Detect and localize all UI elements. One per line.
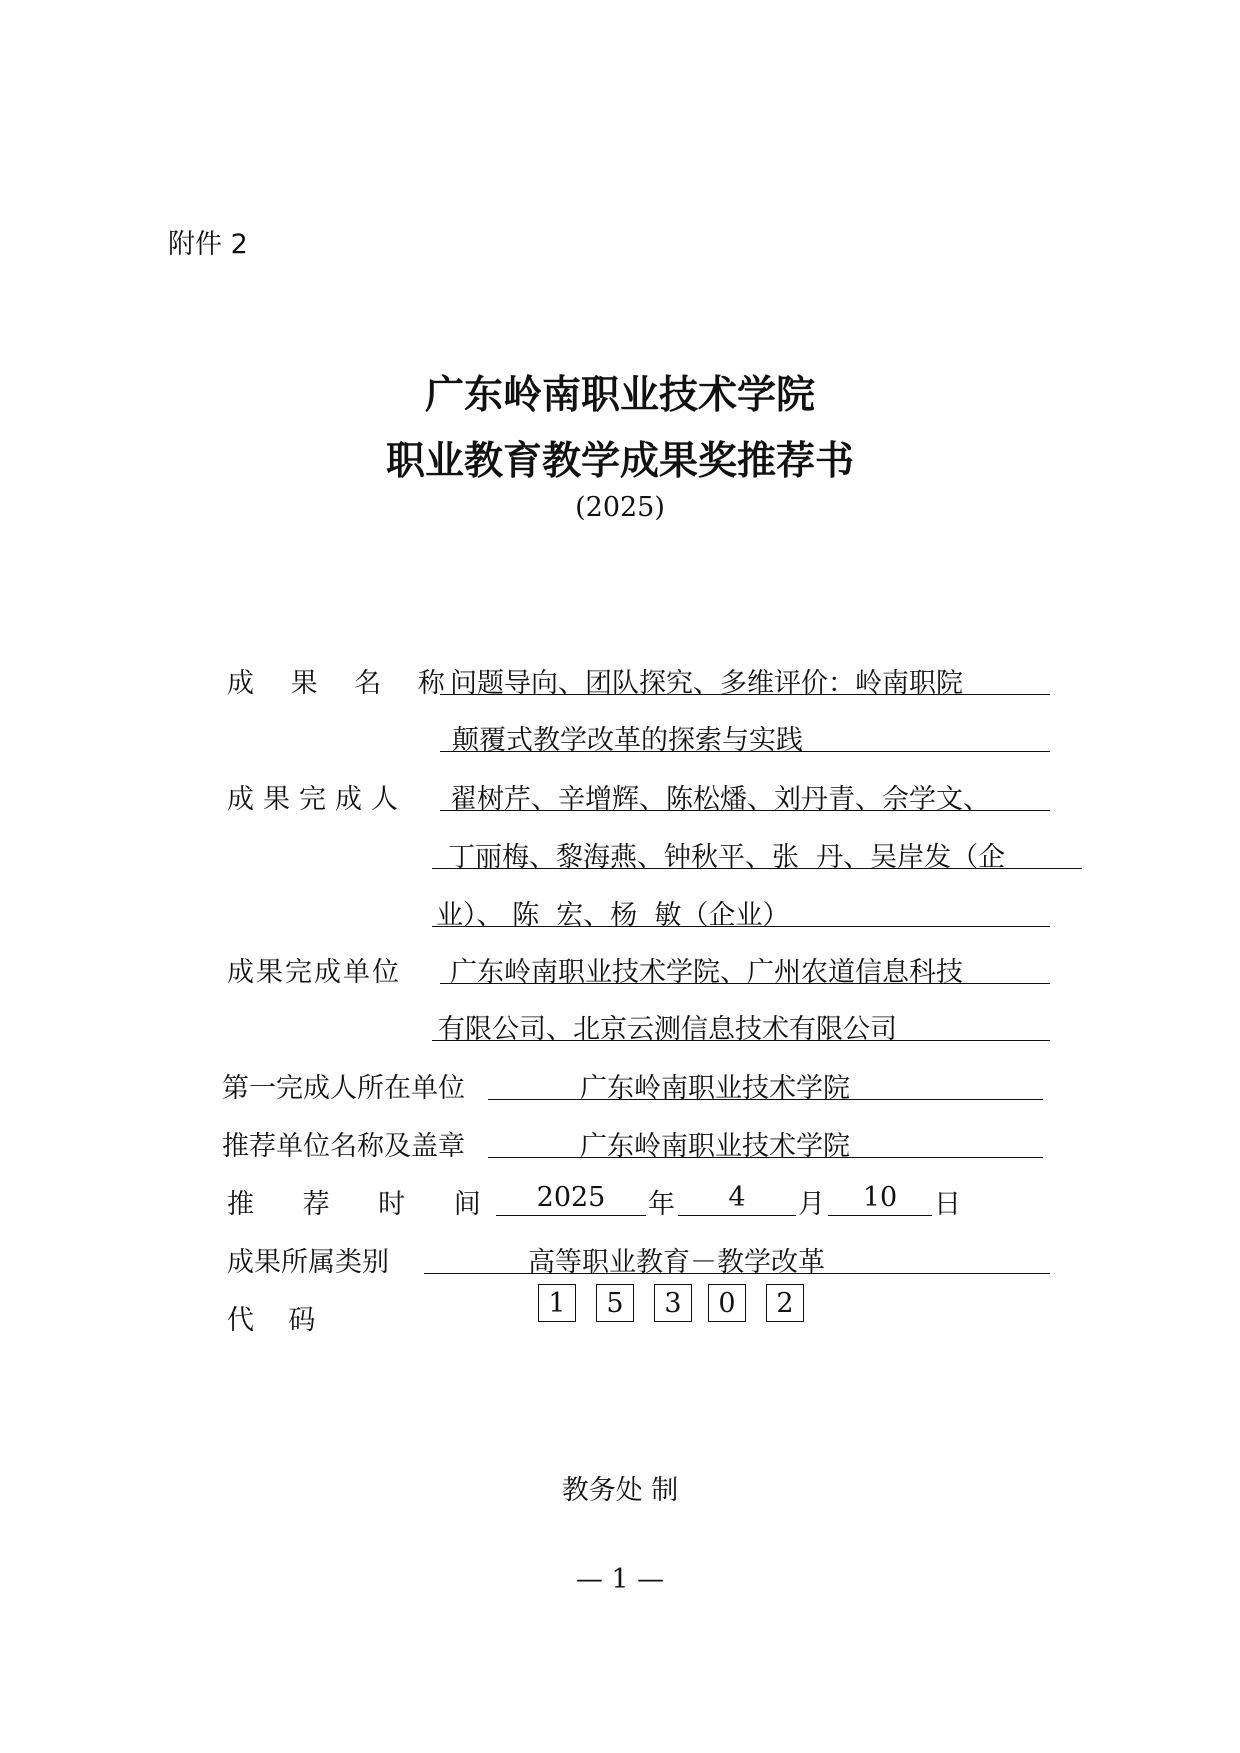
year-label: (2025) bbox=[575, 492, 665, 523]
completers-underline-3 bbox=[432, 926, 1050, 927]
title-line-1: 广东岭南职业技术学院 bbox=[424, 372, 815, 418]
first-unit-label: 第一完成人所在单位 bbox=[222, 1073, 465, 1104]
unit-underline-1 bbox=[440, 983, 1050, 984]
unit-line-2: 有限公司、北京云测信息技术有限公司 bbox=[438, 1014, 897, 1045]
code-digit-box: 2 bbox=[766, 1284, 804, 1322]
completers-line-3: 业）、 陈 宏、杨 敏（企业） bbox=[436, 900, 790, 931]
completers-line-1: 翟树芹、辛增辉、陈松燔、刘丹青、佘学文、 bbox=[450, 784, 990, 815]
category-underline bbox=[424, 1273, 1050, 1274]
time-year-unit: 年 bbox=[648, 1189, 675, 1220]
category-label: 成果所属类别 bbox=[227, 1247, 389, 1278]
time-year: 2025 bbox=[536, 1182, 606, 1213]
unit-label: 成果完成单位 bbox=[227, 957, 401, 988]
time-label: 推 荐 时 间 bbox=[227, 1189, 501, 1220]
month-underline bbox=[678, 1215, 796, 1216]
recommender-value: 广东岭南职业技术学院 bbox=[580, 1131, 850, 1162]
code-label: 代 码 bbox=[227, 1305, 316, 1336]
day-underline bbox=[828, 1215, 932, 1216]
time-month-unit: 月 bbox=[798, 1189, 825, 1220]
first-unit-underline bbox=[488, 1099, 1043, 1100]
year-underline bbox=[496, 1215, 646, 1216]
time-day-unit: 日 bbox=[934, 1189, 961, 1220]
issuer-label: 教务处 制 bbox=[561, 1475, 679, 1506]
category-value: 高等职业教育－教学改革 bbox=[528, 1247, 825, 1278]
title-line-2: 职业教育教学成果奖推荐书 bbox=[385, 438, 854, 484]
first-unit-value: 广东岭南职业技术学院 bbox=[580, 1073, 850, 1104]
name-underline-2 bbox=[440, 751, 1050, 752]
name-line-2: 颠覆式教学改革的探索与实践 bbox=[452, 725, 803, 756]
completers-underline-2 bbox=[432, 868, 1082, 869]
page-number: — 1 — bbox=[575, 1564, 665, 1595]
completers-label: 成果完成人 bbox=[227, 784, 407, 815]
name-label: 成 果 名 称 bbox=[227, 668, 459, 699]
unit-underline-2 bbox=[432, 1040, 1050, 1041]
recommender-underline bbox=[488, 1157, 1043, 1158]
name-underline-1 bbox=[440, 694, 1050, 695]
code-digit-box: 0 bbox=[708, 1284, 746, 1322]
time-month: 4 bbox=[728, 1182, 746, 1213]
time-day: 10 bbox=[862, 1182, 898, 1213]
completers-line-2: 丁丽梅、黎海燕、钟秋平、张 丹、吴岸发（企 bbox=[448, 842, 1006, 873]
name-line-1: 问题导向、团队探究、多维评价：岭南职院 bbox=[450, 668, 963, 699]
attachment-label: 附件 2 bbox=[168, 229, 248, 260]
code-digit-box: 5 bbox=[596, 1284, 634, 1322]
completers-underline-1 bbox=[440, 810, 1050, 811]
code-digit-box: 1 bbox=[538, 1284, 576, 1322]
unit-line-1: 广东岭南职业技术学院、广州农道信息科技 bbox=[450, 957, 963, 988]
recommender-label: 推荐单位名称及盖章 bbox=[222, 1131, 465, 1162]
code-digit-box: 3 bbox=[654, 1284, 692, 1322]
